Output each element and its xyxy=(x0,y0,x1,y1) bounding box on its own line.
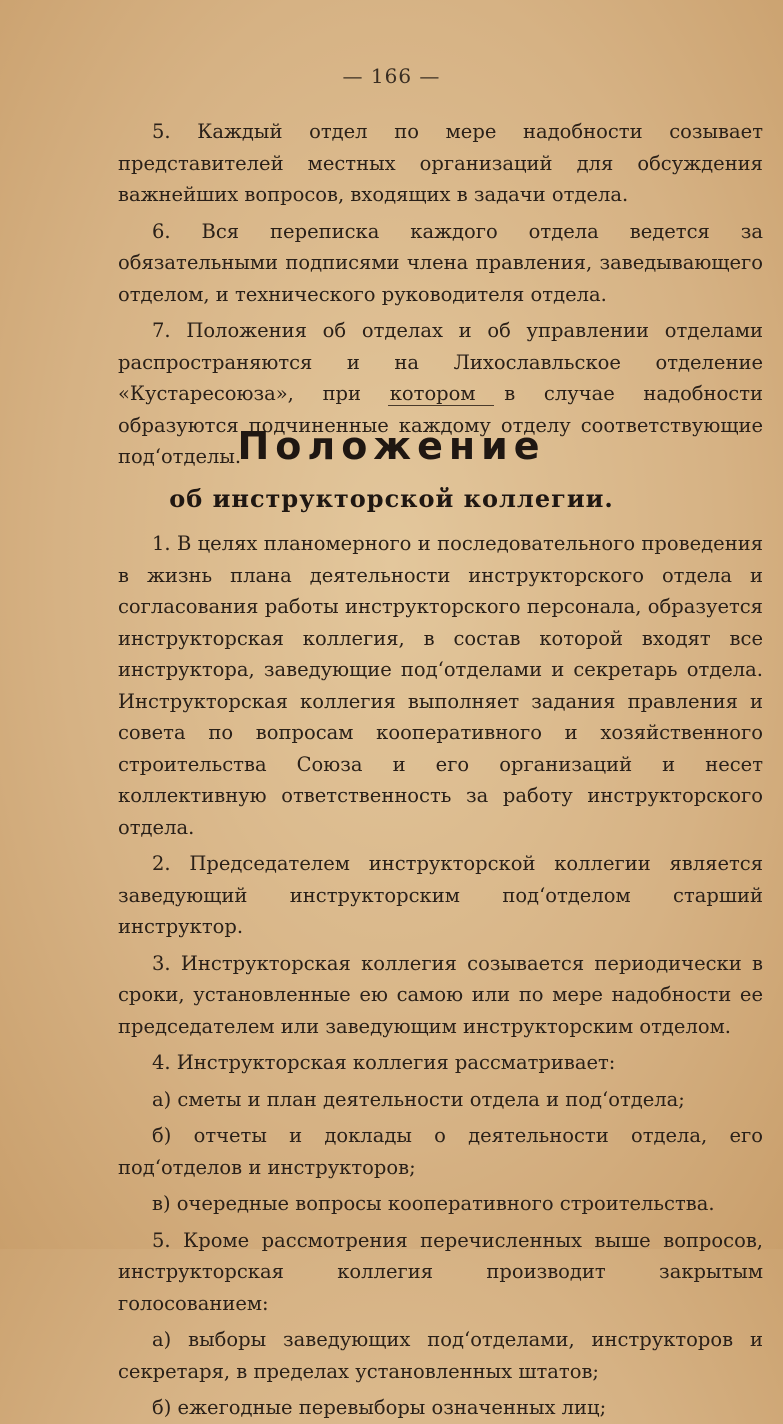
clause-1: 1. В целях планомерного и последовательного проведения в жизнь плана деятельности инструкторского отдела и согласования работы инструкторского персонала, образуется инструкторская коллегия, в состав которой входят все инструктора, заведующие под‘отделами и секретарь отдела. Инструкторская коллегия выполняет задания правления и совета по вопросам кооперативного и хозяйственного строительства Союза и его организаций и несет коллективную ответственность за работу инструкторского отдела. xyxy=(118,532,763,839)
paragraph-5: 5. Каждый отдел по мере надобности созывает представителей местных организаций для обсуждения важнейших вопросов, входящих в задачи отдела. xyxy=(118,120,763,206)
section-subtitle: об инструкторской коллегии. xyxy=(169,484,614,513)
main-section xyxy=(118,528,763,1424)
clause-4-item-a: а) сметы и план деятельности отдела и под‘отдела; xyxy=(152,1087,685,1111)
clause-3: 3. Инструкторская коллегия созывается периодически в сроки, установленные ею самою или по мере надобности ее председателем или заведующим инструкторским отделом. xyxy=(118,951,763,1038)
clause-4-item-b: б) отчеты и доклады о деятельности отдела, его под‘отделов и инструкторов; xyxy=(118,1124,763,1179)
top-section xyxy=(118,116,763,473)
section-title: Положение xyxy=(237,424,546,468)
page-number: — 166 — xyxy=(342,64,441,88)
clause-5: 5. Кроме рассмотрения перечисленных выше вопросов, инструкторская коллегия производит закрытым голосованием: xyxy=(118,1228,763,1315)
section-divider xyxy=(388,405,494,406)
paragraph-7: 7. Положения об отделах и об управлении отделами распространяются и на Лихославльское отделение «Кустаресоюза», при котором в случае надобности образуются подчиненные каждому отделу соответствующие под‘отделы. xyxy=(118,319,763,468)
clause-4: 4. Инструкторская коллегия рассматривает: xyxy=(152,1051,616,1074)
paragraph-6: 6. Вся переписка каждого отдела ведется за обязательными подписями члена правления, заведывающего отделом, и технического руководителя отдела. xyxy=(118,219,763,306)
clause-4-item-c: в) очередные вопросы кооперативного строительства. xyxy=(152,1192,715,1215)
clause-5-item-a: а) выборы заведующих под‘отделами, инструкторов и секретаря, в пределах установленных штатов; xyxy=(118,1328,763,1383)
clause-2: 2. Председателем инструкторской коллегии является заведующий инструкторским под‘отделом старший инструктор. xyxy=(118,852,763,938)
clause-5-item-b: б) ежегодные перевыборы означенных лиц; xyxy=(152,1396,607,1419)
